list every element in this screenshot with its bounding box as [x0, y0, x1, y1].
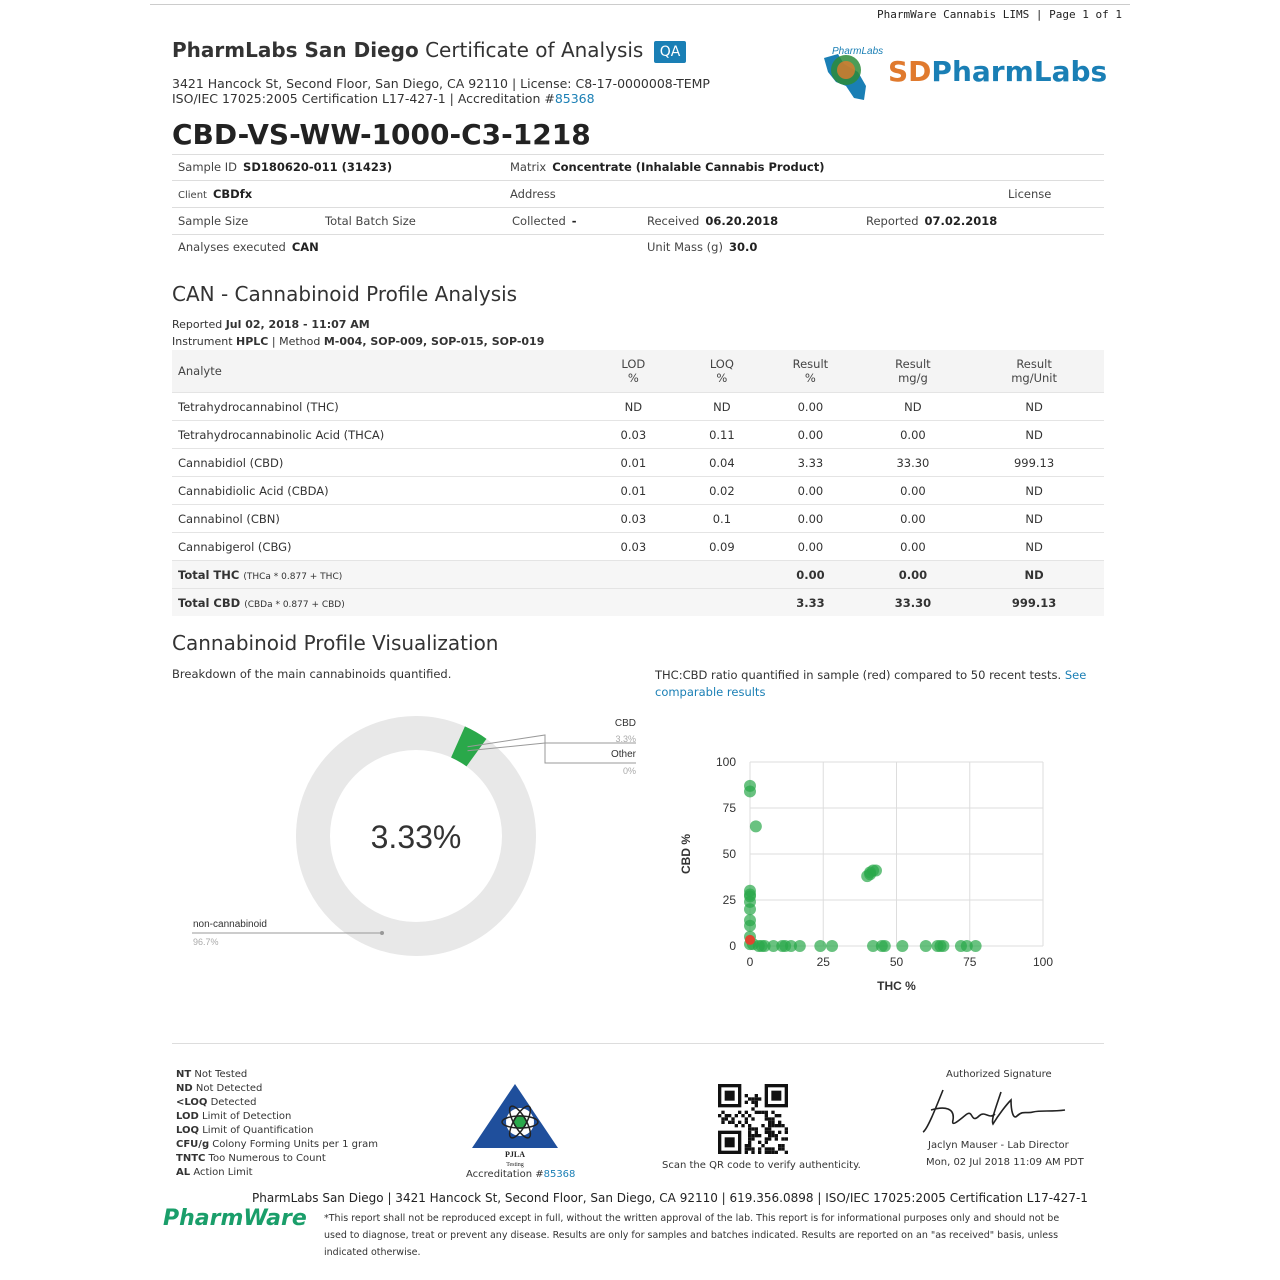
cell-mgu: ND: [964, 393, 1104, 421]
total-batch-label: Total Batch Size: [325, 214, 416, 228]
column-header: Result %: [759, 350, 862, 393]
cell-lod: 0.03: [582, 533, 685, 561]
cell-pct: 3.33: [759, 589, 862, 617]
cell-lod: 0.01: [582, 449, 685, 477]
analyte-name: Cannabidiolic Acid (CBDA): [172, 477, 582, 505]
x-tick-label: 75: [963, 955, 977, 969]
comparison-point: [814, 940, 826, 952]
cell-mgu: ND: [964, 477, 1104, 505]
divider: [172, 180, 1104, 181]
legend-value-cbd: 3.3%: [615, 734, 636, 744]
cannabinoid-donut-chart: [170, 705, 650, 965]
analyte-name: Tetrahydrocannabinolic Acid (THCA): [172, 421, 582, 449]
definition-item: LOQ Limit of Quantification: [176, 1125, 314, 1136]
handwritten-signature: [915, 1080, 1075, 1140]
cell-lod: 0.03: [582, 505, 685, 533]
comparison-point: [744, 920, 756, 932]
table-row: [172, 393, 1104, 421]
cell-mgu: ND: [964, 505, 1104, 533]
comparison-point: [879, 940, 891, 952]
legend-value-non-cannabinoid: 96.7%: [193, 937, 219, 947]
donut-center-label: 3.33%: [370, 819, 462, 855]
matrix-field: Matrix Concentrate (Inhalable Cannabis Product): [510, 160, 825, 174]
address-label: Address: [510, 187, 556, 201]
reported-field: Reported 07.02.2018: [866, 214, 998, 228]
column-header: LOQ %: [685, 350, 760, 393]
divider: [172, 1043, 1104, 1044]
cell-mgg: 0.00: [862, 477, 965, 505]
sample-id-field: Sample ID SD180620-011 (31423): [178, 160, 393, 174]
comparison-point: [896, 940, 908, 952]
cell-loq: 0.11: [685, 421, 760, 449]
divider: [172, 154, 1104, 155]
y-tick-label: 50: [722, 847, 736, 861]
table-row: [172, 505, 1104, 533]
legend-label-non-cannabinoid: non-cannabinoid: [193, 919, 267, 930]
qr-caption: Scan the QR code to verify authenticity.: [662, 1160, 861, 1171]
abbreviation-legend: [176, 1068, 378, 1180]
logo-wordmark: SDPharmLabs: [888, 55, 1108, 88]
column-header: LOD %: [582, 350, 685, 393]
qa-badge: QA: [654, 41, 687, 63]
cell-pct: 0.00: [759, 561, 862, 589]
sample-size-label: Sample Size: [178, 214, 249, 228]
legend-label-cbd: CBD: [614, 718, 636, 729]
x-tick-label: 25: [816, 955, 830, 969]
comparison-point: [750, 820, 762, 832]
cell-mgu: 999.13: [964, 449, 1104, 477]
cell-mgu: 999.13: [964, 589, 1104, 617]
comparison-point: [937, 940, 949, 952]
cell-mgu: ND: [964, 561, 1104, 589]
analyte-name: Cannabinol (CBN): [172, 505, 582, 533]
definition-item: CFU/g Colony Forming Units per 1 gram: [176, 1139, 378, 1150]
collected-field: Collected -: [512, 214, 577, 228]
y-tick-label: 0: [729, 939, 736, 953]
cell-mgg: 33.30: [862, 449, 965, 477]
analysis-reported: Reported Jul 02, 2018 - 11:07 AM: [172, 318, 370, 331]
cell-mgg: 0.00: [862, 561, 965, 589]
disclaimer: *This report shall not be reproduced except in full, without the written approval of the lab. This report is for informational purposes only and should not be used to diagnose, treat or prevent any disease. Results are only for samples and batches indicated. Results are reported on an "as received" basis, unless indicated otherwise.: [324, 1213, 1060, 1258]
cell-loq: 0.1: [685, 505, 760, 533]
signature-label: Authorized Signature: [946, 1069, 1052, 1080]
pjla-accreditation: Accreditation #85368: [466, 1169, 576, 1180]
verification-qr-code[interactable]: [718, 1084, 788, 1154]
x-axis-label: THC %: [877, 979, 916, 993]
cell-pct: 3.33: [759, 449, 862, 477]
comparison-point: [794, 940, 806, 952]
received-field: Received 06.20.2018: [647, 214, 779, 228]
column-header: Result mg/Unit: [964, 350, 1104, 393]
page-header: PharmWare Cannabis LIMS | Page 1 of 1: [876, 8, 1122, 21]
unit-mass-field: Unit Mass (g) 30.0: [647, 240, 758, 254]
cell-pct: 0.00: [759, 533, 862, 561]
y-axis-label: CBD %: [679, 833, 693, 875]
cell-lod: 0.03: [582, 421, 685, 449]
cell-pct: 0.00: [759, 477, 862, 505]
sample-point: [745, 935, 755, 945]
logo-arc-text: PharmLabs: [832, 46, 884, 57]
results-table: [172, 350, 1104, 616]
x-tick-label: 100: [1032, 955, 1054, 969]
lab-name: PharmLabs San Diego: [172, 38, 419, 62]
cell-pct: 0.00: [759, 421, 862, 449]
table-header-row: [172, 350, 1104, 393]
total-name: Total CBD (CBDa * 0.877 + CBD): [172, 589, 582, 617]
cell-loq: ND: [685, 393, 760, 421]
y-tick-label: 25: [722, 893, 736, 907]
pjla-logo: [470, 1082, 560, 1172]
scatter-caption: THC:CBD ratio quantified in sample (red) compared to 50 recent tests. See comparable results: [655, 668, 1087, 699]
thc-cbd-scatter-chart: [660, 740, 1100, 1000]
address-line-1: 3421 Hancock St, Second Floor, San Diego, CA 92110 | License: C8-17-0000008-TEMP: [172, 76, 710, 91]
legend-value-other: 0%: [622, 766, 636, 776]
cell-loq: 0.04: [685, 449, 760, 477]
license-label: License: [1008, 187, 1052, 201]
x-tick-label: 0: [746, 955, 754, 969]
sample-title: CBD-VS-WW-1000-C3-1218: [172, 118, 591, 151]
cell-loq: 0.02: [685, 477, 760, 505]
total-row: [172, 589, 1104, 617]
svg-text:PJLA: PJLA: [505, 1150, 525, 1159]
cell-loq: 0.09: [685, 533, 760, 561]
table-row: [172, 477, 1104, 505]
total-name: Total THC (THCa * 0.877 + THC): [172, 561, 582, 589]
top-rule: [150, 4, 1130, 5]
column-header: Analyte: [172, 350, 582, 393]
viz-heading: Cannabinoid Profile Visualization: [172, 631, 499, 655]
definition-item: AL Action Limit: [176, 1167, 253, 1178]
comparison-point: [870, 865, 882, 877]
analyses-field: Analyses executed CAN: [178, 240, 319, 254]
cell-pct: 0.00: [759, 393, 862, 421]
cell-mgu: ND: [964, 533, 1104, 561]
doc-type: Certificate of Analysis: [425, 38, 644, 62]
x-tick-label: 50: [889, 955, 904, 969]
comparison-point: [970, 940, 982, 952]
cell-mgu: ND: [964, 421, 1104, 449]
cell-mgg: ND: [862, 393, 965, 421]
address-line-2: ISO/IEC 17025:2005 Certification L17-427-1 | Accreditation #85368: [172, 91, 595, 106]
comparison-point: [744, 903, 756, 915]
definition-item: NT Not Tested: [176, 1069, 248, 1080]
cell-mgg: 0.00: [862, 421, 965, 449]
comparison-point: [826, 940, 838, 952]
divider: [172, 207, 1104, 208]
analyte-name: Cannabidiol (CBD): [172, 449, 582, 477]
cell-lod: 0.01: [582, 477, 685, 505]
cell-pct: 0.00: [759, 505, 862, 533]
definition-item: LOD Limit of Detection: [176, 1111, 292, 1122]
signature-date: Mon, 02 Jul 2018 11:09 AM PDT: [926, 1157, 1084, 1168]
callout-dot: [380, 931, 384, 935]
definition-item: ND Not Detected: [176, 1083, 263, 1094]
analyte-name: Cannabigerol (CBG): [172, 533, 582, 561]
cell-mgg: 0.00: [862, 505, 965, 533]
signer-name: Jaclyn Mauser - Lab Director: [928, 1140, 1069, 1151]
cell-mgg: 33.30: [862, 589, 965, 617]
analysis-heading: CAN - Cannabinoid Profile Analysis: [172, 282, 518, 306]
divider: [172, 234, 1104, 235]
cell-lod: ND: [582, 393, 685, 421]
pharmware-logo: PharmWare: [163, 1206, 307, 1231]
table-row: [172, 449, 1104, 477]
footer-line: PharmLabs San Diego | 3421 Hancock St, Second Floor, San Diego, CA 92110 | 619.356.0898 | ISO/IEC 17025:2005 Certification L17-427-1: [252, 1191, 1088, 1205]
donut-caption: Breakdown of the main cannabinoids quantified.: [172, 667, 452, 681]
definition-item: TNTC Too Numerous to Count: [176, 1153, 326, 1164]
total-row: [172, 561, 1104, 589]
see-comparable-link[interactable]: See comparable results: [655, 668, 1087, 699]
y-tick-label: 100: [715, 755, 736, 769]
y-tick-label: 75: [722, 801, 736, 815]
table-row: [172, 421, 1104, 449]
lab-address: [172, 76, 710, 106]
client-field: Client CBDfx: [178, 187, 253, 201]
definition-item: <LOQ Detected: [176, 1097, 257, 1108]
lab-title: [172, 38, 686, 63]
analyte-name: Tetrahydrocannabinol (THC): [172, 393, 582, 421]
comparison-point: [920, 940, 932, 952]
column-header: Result mg/g: [862, 350, 965, 393]
comparison-point: [744, 785, 756, 797]
cell-mgg: 0.00: [862, 533, 965, 561]
table-row: [172, 533, 1104, 561]
accreditation-link[interactable]: 85368: [554, 91, 595, 106]
analysis-instrument: Instrument HPLC | Method M-004, SOP-009, SOP-015, SOP-019: [172, 335, 545, 348]
svg-text:Testing: Testing: [506, 1162, 524, 1168]
legend-label-other: Other: [610, 749, 636, 760]
